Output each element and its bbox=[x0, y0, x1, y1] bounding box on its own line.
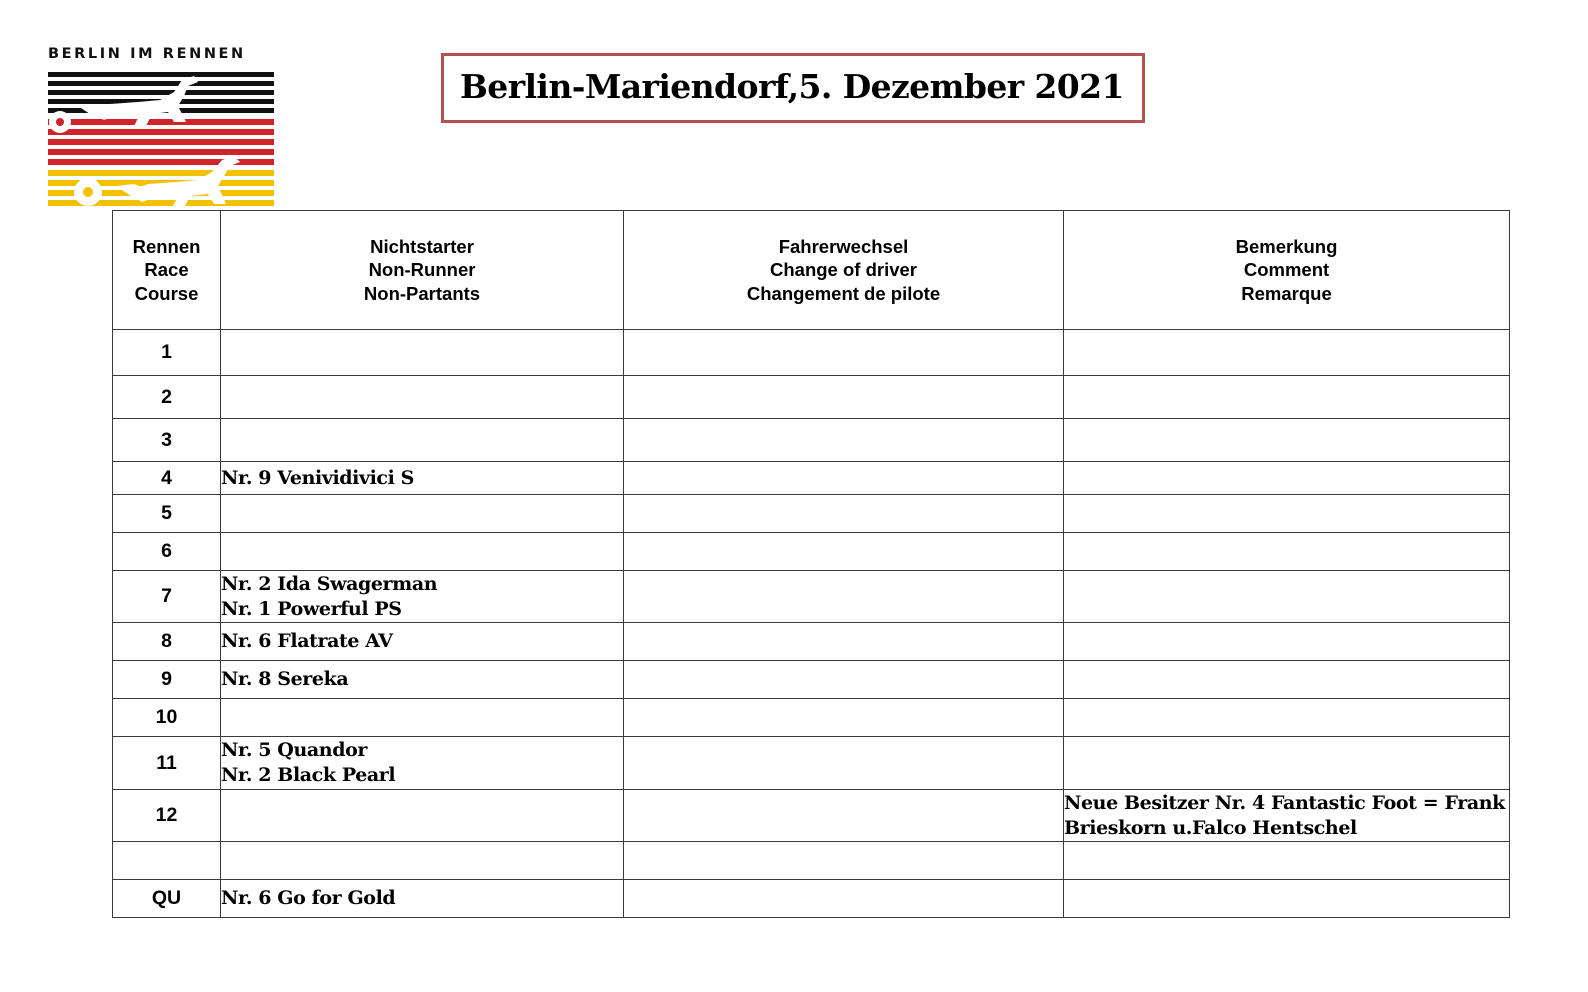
comment-cell bbox=[1064, 737, 1510, 790]
comment-cell bbox=[1064, 571, 1510, 623]
comment-cell bbox=[1064, 842, 1510, 880]
non-runner-cell bbox=[221, 842, 624, 880]
table-row bbox=[113, 533, 1510, 571]
non-runner-cell bbox=[221, 462, 624, 495]
trotting-horses-flag-icon bbox=[48, 72, 276, 212]
driver-change-cell bbox=[624, 699, 1064, 737]
non-runner-cell bbox=[221, 661, 624, 699]
header-comment: Bemerkung Comment Remarque bbox=[1064, 211, 1510, 330]
non-runner-cell bbox=[221, 419, 624, 462]
non-runner-cell bbox=[221, 533, 624, 571]
race-number-cell: 4 bbox=[113, 462, 221, 495]
driver-change-cell bbox=[624, 623, 1064, 661]
comment-cell bbox=[1064, 462, 1510, 495]
non-runner-cell-line: Nr. 8 Sereka bbox=[221, 668, 349, 690]
driver-change-cell bbox=[624, 330, 1064, 376]
non-runner-cell bbox=[221, 495, 624, 533]
non-runner-cell-line: Nr. 6 Flatrate AV bbox=[221, 630, 393, 652]
non-runner-cell bbox=[221, 737, 624, 790]
driver-change-cell bbox=[624, 495, 1064, 533]
non-runner-cell bbox=[221, 790, 624, 842]
driver-change-cell bbox=[624, 571, 1064, 623]
non-runner-cell-line: Nr. 6 Go for Gold bbox=[221, 887, 396, 909]
driver-change-cell bbox=[624, 462, 1064, 495]
non-runner-cell-line: Nr. 2 Ida Swagerman bbox=[221, 572, 438, 595]
comment-cell bbox=[1064, 376, 1510, 419]
race-number-cell: 10 bbox=[113, 699, 221, 737]
table-row bbox=[113, 495, 1510, 533]
comment-cell bbox=[1064, 419, 1510, 462]
driver-change-cell bbox=[624, 661, 1064, 699]
table-row bbox=[113, 376, 1510, 419]
comment-cell bbox=[1064, 330, 1510, 376]
table-header-row bbox=[113, 211, 1510, 330]
race-number-cell: 2 bbox=[113, 376, 221, 419]
non-runner-cell-line: Nr. 1 Powerful PS bbox=[221, 597, 402, 620]
race-number-cell: 5 bbox=[113, 495, 221, 533]
header-driver-change: Fahrerwechsel Change of driver Changement de pilote bbox=[624, 211, 1064, 330]
table-row bbox=[113, 330, 1510, 376]
header-race: Rennen Race Course bbox=[113, 211, 221, 330]
non-runner-cell bbox=[221, 330, 624, 376]
race-number-cell bbox=[113, 842, 221, 880]
driver-change-cell bbox=[624, 533, 1064, 571]
table-row bbox=[113, 842, 1510, 880]
non-runner-cell bbox=[221, 376, 624, 419]
race-number-cell: 6 bbox=[113, 533, 221, 571]
comment-cell bbox=[1064, 495, 1510, 533]
comment-cell bbox=[1064, 699, 1510, 737]
race-number-cell: 11 bbox=[113, 737, 221, 790]
comment-cell bbox=[1064, 533, 1510, 571]
berlin-im-rennen-logo bbox=[48, 46, 276, 212]
driver-change-cell bbox=[624, 880, 1064, 918]
driver-change-cell bbox=[624, 737, 1064, 790]
table-row bbox=[113, 419, 1510, 462]
driver-change-cell bbox=[624, 376, 1064, 419]
comment-cell bbox=[1064, 661, 1510, 699]
comment-cell bbox=[1064, 880, 1510, 918]
table-row bbox=[113, 880, 1510, 918]
non-runner-cell bbox=[221, 699, 624, 737]
race-number-cell: 12 bbox=[113, 790, 221, 842]
comment-cell-line: Neue Besitzer Nr. 4 Fantastic Foot = Frank Brieskorn u.Falco Hentschel bbox=[1064, 791, 1505, 839]
driver-change-cell bbox=[624, 790, 1064, 842]
table-row bbox=[113, 699, 1510, 737]
race-number-cell: 8 bbox=[113, 623, 221, 661]
table-row bbox=[113, 737, 1510, 790]
logo-text: BERLIN IM RENNEN bbox=[48, 46, 246, 62]
non-runner-cell bbox=[221, 623, 624, 661]
race-number-cell: 9 bbox=[113, 661, 221, 699]
comment-cell bbox=[1064, 623, 1510, 661]
race-number-cell: QU bbox=[113, 880, 221, 918]
race-number-cell: 3 bbox=[113, 419, 221, 462]
table-row bbox=[113, 462, 1510, 495]
comment-cell bbox=[1064, 790, 1510, 842]
non-runner-cell bbox=[221, 571, 624, 623]
table-row bbox=[113, 571, 1510, 623]
non-runner-cell-line: Nr. 9 Venividivici S bbox=[221, 466, 414, 489]
race-changes-table bbox=[112, 210, 1510, 918]
table-row bbox=[113, 661, 1510, 699]
table-row bbox=[113, 790, 1510, 842]
non-runner-cell-line: Nr. 5 Quandor bbox=[221, 739, 367, 761]
table-row bbox=[113, 623, 1510, 661]
header-non-runner: Nichtstarter Non-Runner Non-Partants bbox=[221, 211, 624, 330]
driver-change-cell bbox=[624, 419, 1064, 462]
non-runner-cell bbox=[221, 880, 624, 918]
title-box bbox=[441, 53, 1145, 123]
driver-change-cell bbox=[624, 842, 1064, 880]
race-number-cell: 1 bbox=[113, 330, 221, 376]
page-title: Berlin-Mariendorf,5. Dezember 2021 bbox=[460, 67, 1124, 106]
non-runner-cell-line: Nr. 2 Black Pearl bbox=[221, 764, 396, 786]
race-number-cell: 7 bbox=[113, 571, 221, 623]
